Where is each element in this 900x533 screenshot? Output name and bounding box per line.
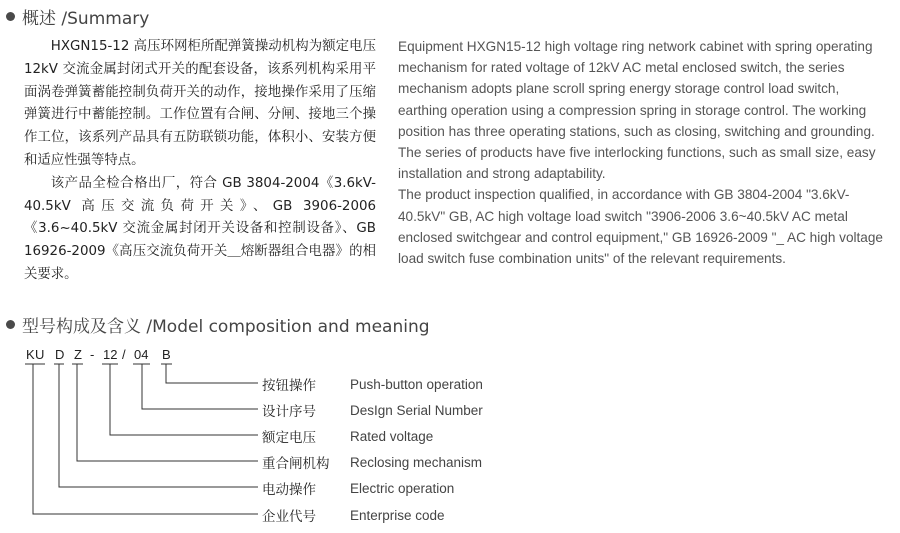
row-cn-label: 额定电压 — [262, 430, 316, 446]
row-en-label: Electric operation — [350, 480, 455, 496]
summary-english-text — [398, 36, 892, 269]
row-cn-label: 设计序号 — [262, 404, 316, 420]
model-row-rated-voltage — [262, 423, 433, 449]
row-cn-label: 企业代号 — [262, 509, 316, 525]
code-char-slash: / — [122, 347, 126, 362]
code-char-d: D — [55, 347, 65, 362]
row-en-label: Reclosing mechanism — [350, 454, 483, 470]
connector-electric — [59, 364, 258, 487]
model-heading — [6, 312, 430, 337]
row-cn-label: 重合闸机构 — [262, 456, 330, 472]
code-char-12: 12 — [103, 347, 118, 362]
summary-heading — [6, 4, 149, 29]
heading-bullet — [6, 12, 15, 21]
summary-chinese-text — [24, 36, 376, 287]
model-row-reclosing — [262, 449, 482, 475]
row-en-label: Push-button operation — [350, 376, 483, 392]
code-char-04: 04 — [134, 347, 149, 362]
model-row-electric — [262, 475, 454, 501]
code-char-z: Z — [74, 347, 82, 362]
summary-en-paragraph-1: Equipment HXGN15-12 high voltage ring network cabinet with spring operating mechanism for rated voltage of 12kV AC metal enclosed switch, the series mechanism adopts plane scroll spring energy storage control load switch, earthing operation using a compression spring in storage control. The working position has three operating stations, such as closing, switching and grounding. The series of products have five interlocking functions, such as small size, easy installation and strong adaptability. — [398, 39, 876, 182]
model-heading-text: 型号构成及含义 /Model composition and meaning — [22, 317, 430, 337]
model-row-enterprise — [262, 502, 445, 528]
connector-reclosing — [77, 364, 258, 461]
model-row-push-button — [262, 371, 483, 397]
connector-enterprise — [33, 364, 258, 514]
row-en-label: DesIgn Serial Number — [350, 402, 483, 418]
heading-bullet — [6, 320, 15, 329]
summary-cn-paragraph-1: HXGN15-12 高压环网柜所配弹簧操动机构为额定电压 12kV 交流金属封闭式开关的配套设备，该系列机构采用平面涡卷弹簧蓄能控制负荷开关的动作，接地操作采用了压缩弹簧进行中蓄能控制。工作位置有合闸、分闸、接地三个操作工位，该系列产品具有五防联锁功能，体积小、安装方便和适应性强等特点。 — [24, 39, 376, 168]
model-code-diagram — [0, 338, 262, 528]
code-char-b: B — [162, 347, 171, 362]
row-cn-label: 按钮操作 — [262, 378, 316, 394]
code-char-dash: - — [90, 347, 95, 362]
code-char-u: U — [35, 347, 45, 362]
code-char-k: K — [26, 347, 35, 362]
summary-cn-paragraph-2: 该产品全检合格出厂，符合 GB 3804-2004《3.6kV-40.5kV 高压交流负荷开关》、GB 3906-2006《3.6~40.5kV 交流金属封闭开关设备和控制设备》、GB 16926-2009《高压交流负荷开关＿熔断器组合电器》的相关要求。 — [24, 175, 376, 282]
row-cn-label: 电动操作 — [262, 482, 316, 498]
connector-design-serial — [142, 364, 258, 409]
summary-en-paragraph-2: The product inspection qualified, in accordance with GB 3804-2004 "3.6kV-40.5kV" GB, AC high voltage load switch "3906-2006 3.6~40.5kV AC metal enclosed switchgear and control equipment," GB 16926-2009 "_ AC high voltage load switch fuse combination units" of the relevant requirements. — [398, 187, 883, 267]
connector-push-button — [166, 364, 258, 383]
model-row-design-serial — [262, 397, 483, 423]
row-en-label: Rated voltage — [350, 428, 434, 444]
connector-rated-voltage — [110, 364, 258, 435]
summary-heading-text: 概述 /Summary — [22, 9, 150, 29]
row-en-label: Enterprise code — [350, 507, 445, 523]
